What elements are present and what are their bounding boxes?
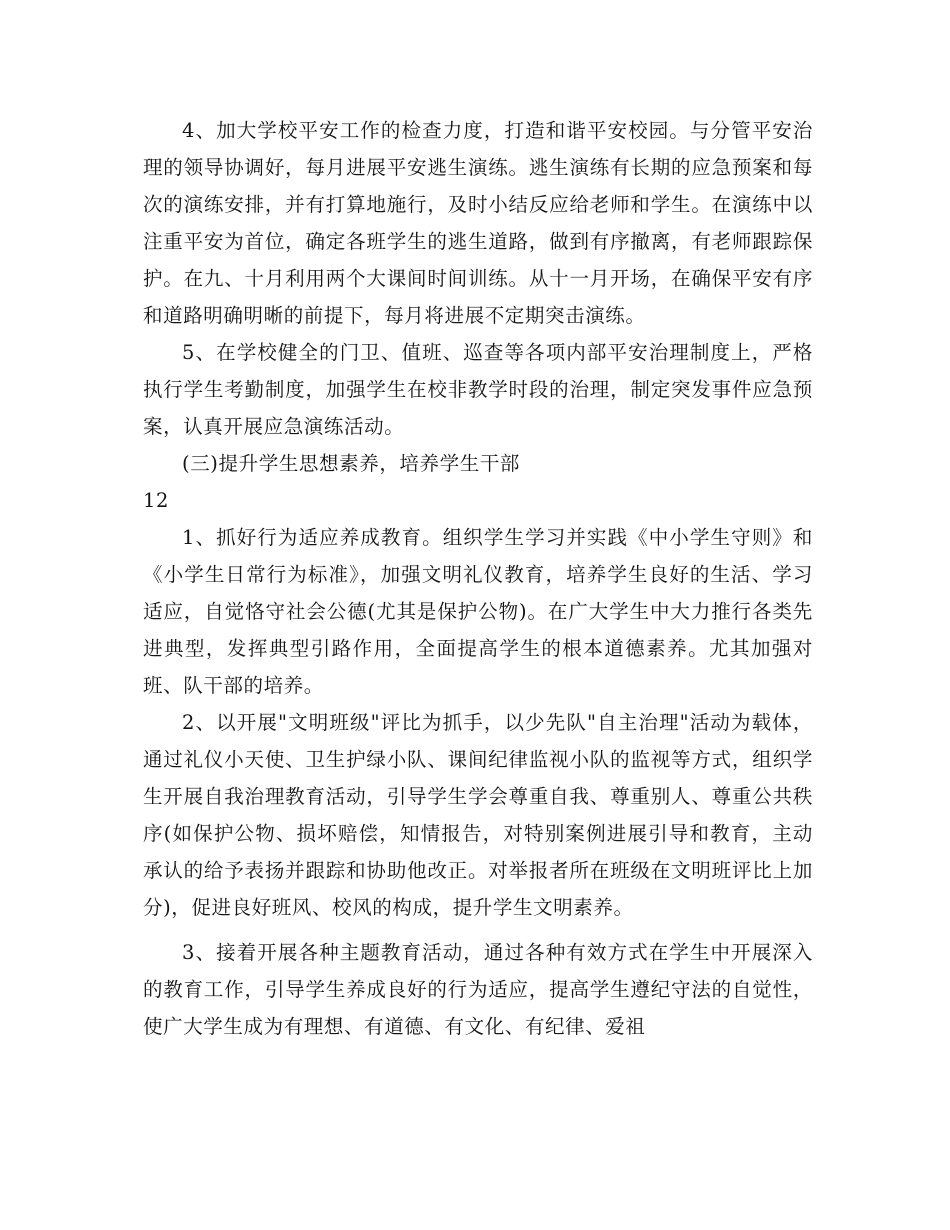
paragraph-item-4: 4、加大学校平安工作的检查力度，打造和谐平安校园。与分管平安治理的领导协调好，每月进展平安逃生演练。逃生演练有长期的应急预案和每次的演练安排，并有打算地施行，及时小结反应给老师和学生。在演练中以注重平安为首位，确定各班学生的逃生道路，做到有序撤离，有老师跟踪保护。在九、十月利用两个大课间时间训练。从十一月开场，在确保平安有序和道路明确明晰的前提下，每月将进展不定期突击演练。 — [143, 119, 813, 327]
paragraph-item-5: 5、在学校健全的门卫、值班、巡查等各项内部平安治理制度上，严格执行学生考勤制度，加强学生在校非教学时段的治理，制定突发事件应急预案，认真开展应急演练活动。 — [143, 341, 813, 438]
paragraph-item-1: 1、抓好行为适应养成教育。组织学生学习并实践《中小学生守则》和《小学生日常行为标准》，加强文明礼仪教育，培养学生良好的生活、学习适应，自觉恪守社会公德(尤其是保护公物)。在广大学生中大力推行各类先进典型，发挥典型引路作用，全面提高学生的根本道德素养。尤其加强对班、队干部的培养。 — [143, 526, 813, 697]
section-heading: (三)提升学生思想素养，培养学生干部 — [182, 452, 521, 475]
paragraph-item-3: 3、接着开展各种主题教育活动，通过各种有效方式在学生中开展深入的教育工作，引导学生养成良好的行为适应，提高学生遵纪守法的自觉性，使广大学生成为有理想、有道德、有文化、有纪律、爱祖 — [143, 941, 813, 1038]
page-number: 12 — [143, 489, 170, 512]
paragraph-item-2: 2、以开展"文明班级"评比为抓手，以少先队"自主治理"活动为载体，通过礼仪小天使、卫生护绿小队、课间纪律监视小队的监视等方式，组织学生开展自我治理教育活动，引导学生学会尊重自我、尊重别人、尊重公共秩序(如保护公物、损坏赔偿，知情报告，对特别案例进展引导和教育，主动承认的给予表扬并跟踪和协助他改正。对举报者所在班级在文明班评比上加分)，促进良好班风、校风的构成，提升学生文明素养。 — [143, 711, 813, 919]
document-body — [143, 112, 813, 1045]
